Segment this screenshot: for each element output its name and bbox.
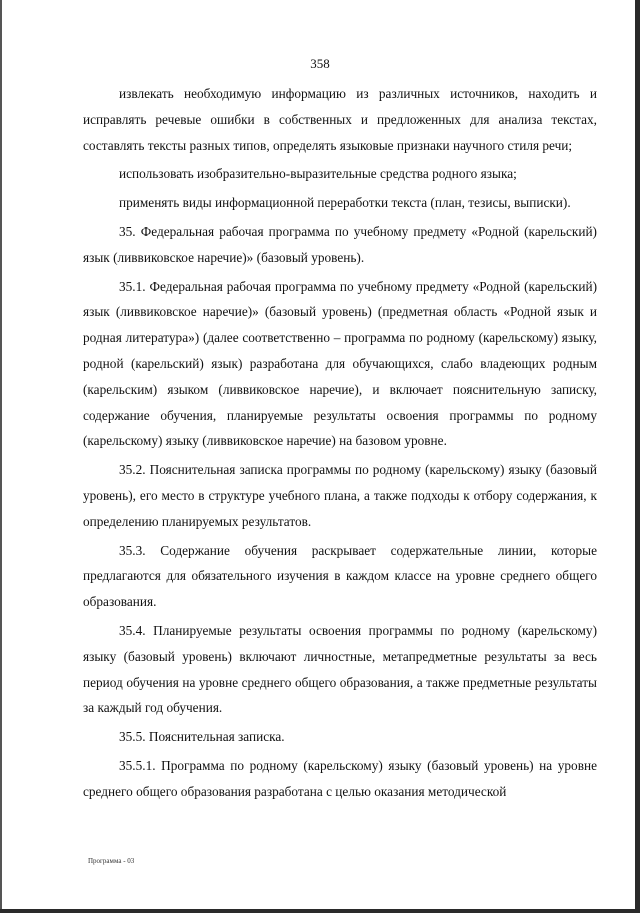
paragraph-skills-2: использовать изобразительно-выразительные средства родного языка;: [119, 166, 517, 182]
scan-border-right: [635, 0, 640, 913]
paragraph-section-35-5-1: 35.5.1. Программа по родному (карельскому) языку (базовый уровень) на уровне среднего общего образования разработана с целью оказания методической: [83, 757, 597, 799]
page-footer: Программа - 03: [88, 857, 135, 865]
document-body: [83, 81, 597, 805]
paragraph-section-35-3: 35.3. Содержание обучения раскрывает содержательные линии, которые предлагаются для обязательного изучения в каждом классе на уровне среднего общего образования.: [83, 542, 597, 610]
paragraph-section-35: 35. Федеральная рабочая программа по учебному предмету «Родной (карельский) язык (ливвиковское наречие)» (базовый уровень).: [83, 223, 597, 265]
paragraph-skills-1: извлекать необходимую информацию из различных источников, находить и исправлять речевые ошибки в собственных и предложенных для анализа текстах, составлять тексты разных типов, определять языковые признаки научного стиля речи;: [83, 86, 597, 153]
paragraph-section-35-2: 35.2. Пояснительная записка программы по родному (карельскому) языку (базовый уровень), его место в структуре учебного плана, а также подходы к отбору содержания, к определению планируемых результатов.: [83, 462, 597, 529]
paragraph-section-35-1: 35.1. Федеральная рабочая программа по учебному предмету «Родной (карельский) язык (ливвиковское наречие)» (базовый уровень) (предметная область «Родной язык и родная литература») (далее соответственно – программа по родному (карельскому) языку, родной (карельский) язык) разработана для обучающихся, слабо владеющих родным (карельским) языком (ливвиковское наречие), и включает пояснительную записку, содержание обучения, планируемые результаты освоения программы по родному (карельскому) языку (ливвиковское наречие) на базовом уровне.: [83, 278, 597, 449]
paragraph-section-35-5: 35.5. Пояснительная записка.: [119, 729, 285, 745]
scan-border-left: [0, 0, 2, 913]
page-number: 358: [310, 56, 330, 71]
scan-border-bottom: [0, 909, 640, 913]
paragraph-skills-3: применять виды информационной переработки текста (план, тезисы, выписки).: [119, 195, 571, 211]
paragraph-section-35-4: 35.4. Планируемые результаты освоения программы по родному (карельскому) языку (базовый уровень) включают личностные, метапредметные результаты за весь период обучения на уровне среднего общего образования, а также предметные результаты за каждый год обучения.: [83, 622, 597, 716]
